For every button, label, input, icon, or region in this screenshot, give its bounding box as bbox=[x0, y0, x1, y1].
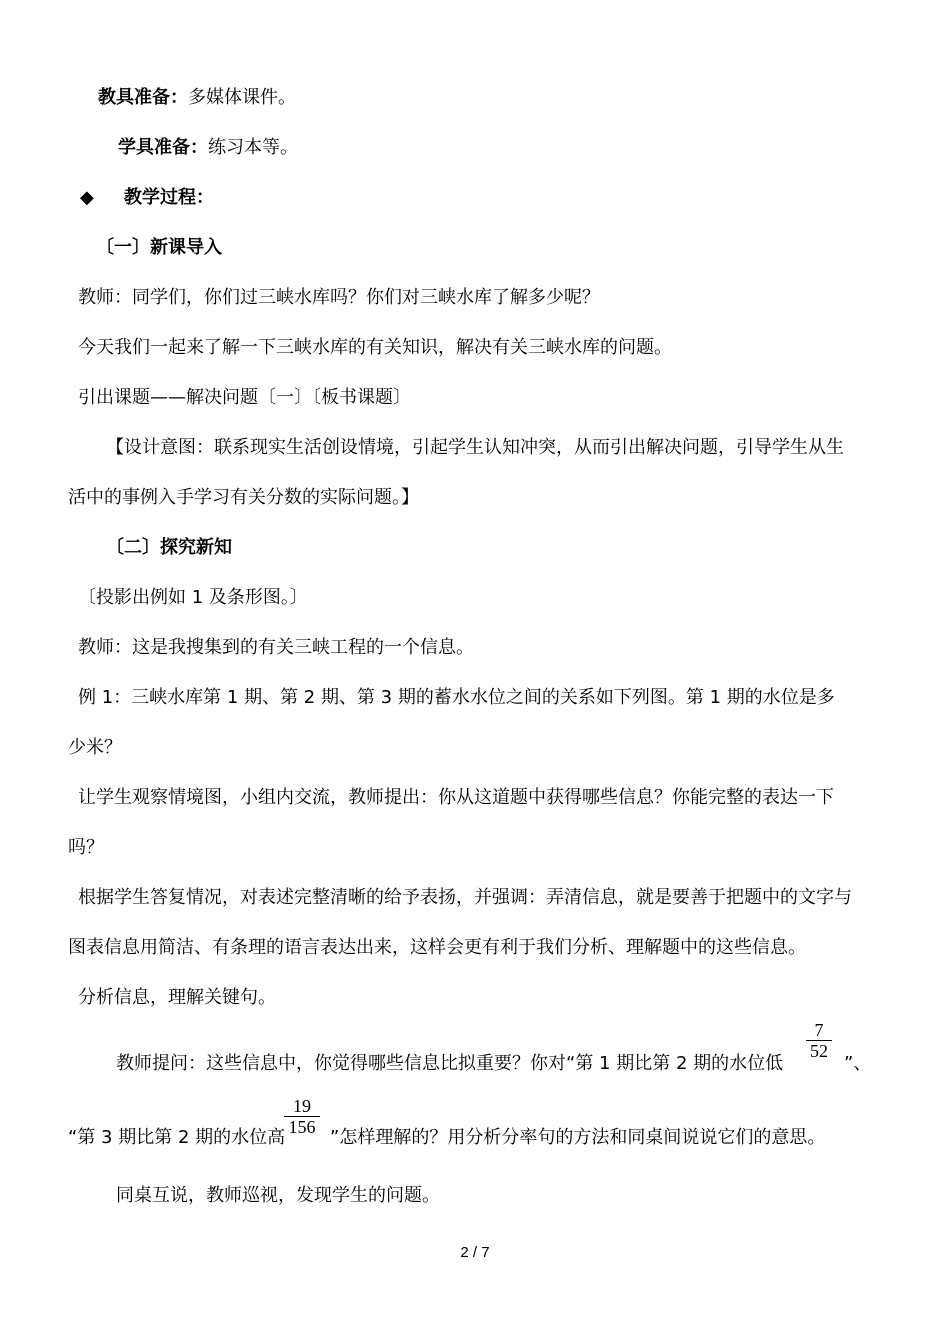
student-prep-label: 学具准备： bbox=[118, 137, 208, 158]
example-line-2: 少米？ bbox=[68, 737, 122, 758]
student-prep-value: 练习本等。 bbox=[208, 137, 298, 158]
analyze-line: 分析信息，理解关键句。 bbox=[78, 987, 276, 1008]
praise-line-1: 根据学生答复情况，对表述完整清晰的给予表扬，并强调：弄清信息，就是要善于把题中的文字与 bbox=[78, 887, 852, 908]
question-line-2-end: ”怎样理解的？用分析分率句的方法和同桌间说说它们的意思。 bbox=[330, 1127, 826, 1148]
question-line-2-start: “第 3 期比第 2 期的水位高 bbox=[68, 1127, 286, 1148]
student-prep-line bbox=[118, 136, 298, 160]
process-heading: 教学过程： bbox=[124, 187, 214, 208]
last-paragraph: 同桌互说，教师巡视，发现学生的问题。 bbox=[116, 1185, 440, 1206]
praise-line-2: 图表信息用简洁、有条理的语言表达出来，这样会更有利于我们分析、理解题中的这些信息。 bbox=[68, 937, 806, 958]
question-line-1: 教师提问：这些信息中，你觉得哪些信息比拟重要？你对“第 1 期比第 2 期的水位低 bbox=[116, 1053, 784, 1074]
section1-paragraph-1: 教师：同学们，你们过三峡水库吗？你们对三峡水库了解多少呢？ bbox=[78, 287, 600, 308]
fraction-7-52 bbox=[806, 1020, 832, 1061]
teaching-prep-label: 教具准备： bbox=[98, 87, 188, 108]
observe-line-2: 吗？ bbox=[68, 837, 104, 858]
observe-line-1: 让学生观察情境图，小组内交流，教师提出：你从这道题中获得哪些信息？你能完整的表达一下 bbox=[78, 787, 834, 808]
teaching-prep-line bbox=[98, 86, 296, 110]
design-intent-line-2: 活中的事例入手学习有关分数的实际问题。】 bbox=[68, 487, 419, 508]
section1-paragraph-2: 今天我们一起来了解一下三峡水库的有关知识，解决有关三峡水库的问题。 bbox=[78, 337, 672, 358]
fraction-denominator: 156 bbox=[288, 1117, 316, 1137]
fraction-numerator: 19 bbox=[293, 1096, 311, 1116]
section1-paragraph-3: 引出课题——解决问题〔一〕〔板书课题〕 bbox=[78, 387, 411, 408]
process-heading-line bbox=[80, 186, 214, 210]
section2-paragraph-1: 〔投影出例如 1 及条形图。〕 bbox=[78, 587, 308, 608]
fraction-numerator: 7 bbox=[814, 1020, 824, 1040]
teaching-prep-value: 多媒体课件。 bbox=[188, 87, 296, 108]
page-number: 2 / 7 bbox=[460, 1244, 490, 1261]
section2-paragraph-2: 教师：这是我搜集到的有关三峡工程的一个信息。 bbox=[78, 637, 474, 658]
design-intent-line-1: 【设计意图：联系现实生活创设情境，引起学生认知冲突，从而引出解决问题，引导学生从生 bbox=[106, 437, 844, 458]
diamond-bullet-icon: ◆ bbox=[80, 187, 94, 208]
section1-heading: 〔一〕新课导入 bbox=[96, 237, 222, 258]
fraction-denominator: 52 bbox=[810, 1041, 828, 1061]
section2-heading: 〔二〕探究新知 bbox=[106, 537, 232, 558]
example-line-1: 例 1：三峡水库第 1 期、第 2 期、第 3 期的蓄水水位之间的关系如下列图。第 1 期的水位是多 bbox=[78, 687, 835, 708]
fraction-19-156 bbox=[284, 1096, 320, 1137]
question-line-1-end: ”、 bbox=[844, 1053, 872, 1074]
